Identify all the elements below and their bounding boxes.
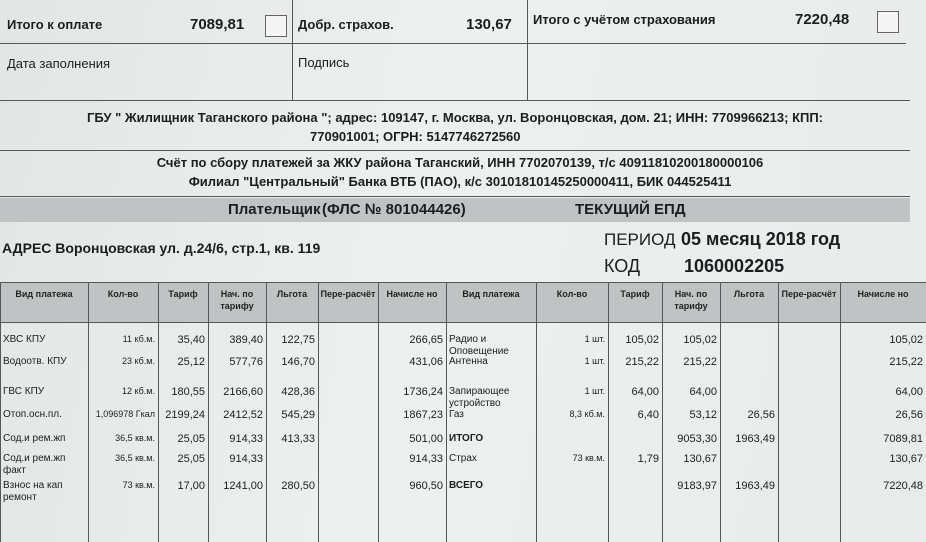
left-row-3-qty: 1,096978 Гкал: [95, 409, 155, 419]
column-divider: [0, 282, 1, 542]
left-header-3: Нач. по тарифу: [220, 289, 254, 311]
right-row-6-total: 7220,48: [883, 480, 923, 492]
column-divider: [778, 282, 779, 542]
payer-address: АДРЕС Воронцовская ул. д.24/6, стр.1, кв. 119: [2, 240, 321, 256]
left-row-6-tariff: 17,00: [177, 480, 205, 492]
left-row-4-tariff: 25,05: [177, 433, 205, 445]
right-row-2-charge: 64,00: [689, 386, 717, 398]
divider: [292, 0, 293, 100]
right-row-2-qty: 1 шт.: [584, 386, 605, 396]
left-row-5-tariff: 25,05: [177, 453, 205, 465]
left-row-6-benefit: 280,50: [281, 480, 315, 492]
left-header-2: Тариф: [168, 289, 198, 299]
left-header-0: Вид платежа: [15, 289, 73, 299]
insurance-value: 130,67: [466, 16, 512, 33]
right-header-5: Пере-расчёт: [781, 289, 837, 299]
left-row-0-name: ХВС КПУ: [3, 334, 46, 345]
right-header-3: Нач. по тарифу: [674, 289, 708, 311]
column-divider: [318, 282, 319, 542]
right-row-1-total: 215,22: [889, 356, 923, 368]
left-header-4: Льгота: [276, 289, 308, 299]
divider: [0, 43, 906, 44]
left-row-6-qty: 73 кв.м.: [122, 480, 155, 490]
recipient-line-1: ГБУ " Жилищник Таганского района "; адрес: 109147, г. Москва, ул. Воронцовская, дом. 21; ИНН: 7709966213; КПП:: [86, 110, 824, 125]
left-row-6-name: Взнос на кап ремонт: [3, 480, 63, 503]
right-row-3-name: Газ: [449, 409, 464, 420]
left-row-4-qty: 36,5 кв.м.: [115, 433, 155, 443]
left-row-2-charge: 2166,60: [223, 386, 263, 398]
left-row-3-benefit: 545,29: [281, 409, 315, 421]
left-row-0-benefit: 122,75: [281, 334, 315, 346]
right-row-5-total: 130,67: [889, 453, 923, 465]
right-row-2-name: Запирающее устройство: [449, 386, 510, 409]
left-row-1-tariff: 25,12: [177, 356, 205, 368]
left-row-1-qty: 23 кб.м.: [122, 356, 155, 366]
period-label: ПЕРИОД: [604, 230, 676, 249]
signature-label: Подпись: [298, 55, 350, 70]
right-row-1-name: Антенна: [449, 356, 488, 367]
left-row-2-total: 1736,24: [403, 386, 443, 398]
left-row-1-name: Водоотв. КПУ: [3, 356, 67, 367]
left-row-5-qty: 36,5 кв.м.: [115, 453, 155, 463]
right-row-1-charge: 215,22: [683, 356, 717, 368]
bank-line-1: Счёт по сбору платежей за ЖКУ района Таганский, ИНН 7702070139, т/с 40911810200180000106: [156, 155, 764, 170]
total-insurance-value: 7220,48: [795, 11, 850, 28]
code-value: 1060002205: [684, 256, 785, 276]
left-row-6-charge: 1241,00: [223, 480, 263, 492]
insurance-label: Добр. страхов.: [298, 17, 394, 32]
divider: [0, 150, 910, 151]
right-row-3-tariff: 6,40: [637, 409, 659, 421]
bank-block: [50, 153, 870, 191]
left-row-0-charge: 389,40: [229, 334, 263, 346]
period-value: 05 месяц 2018 год: [681, 229, 841, 249]
right-row-4-name: ИТОГО: [449, 433, 484, 444]
left-row-4-benefit: 413,33: [281, 433, 315, 445]
left-row-5-charge: 914,33: [229, 453, 263, 465]
left-row-0-tariff: 35,40: [177, 334, 205, 346]
right-row-6-name: ВСЕГО: [449, 480, 484, 491]
right-row-3-qty: 8,3 кб.м.: [569, 409, 605, 419]
divider: [0, 322, 926, 323]
right-row-5-name: Страх: [449, 453, 477, 464]
recipient-block: [0, 108, 910, 146]
right-row-6-charge: 9183,97: [677, 480, 717, 492]
left-row-1-charge: 577,76: [229, 356, 263, 368]
left-row-3-name: Отоп.осн.пл.: [3, 409, 62, 420]
right-row-4-benefit: 1963,49: [735, 433, 775, 445]
right-row-0-name: Радио и Оповещение: [449, 334, 509, 357]
right-row-4-charge: 9053,30: [677, 433, 717, 445]
document-type: ТЕКУЩИЙ ЕПД: [575, 201, 686, 218]
right-row-5-qty: 73 кв.м.: [572, 453, 605, 463]
right-row-5-charge: 130,67: [683, 453, 717, 465]
right-row-2-total: 64,00: [895, 386, 923, 398]
left-row-5-name: Сод.и рем.жп факт: [3, 453, 66, 476]
right-row-3-total: 26,56: [895, 409, 923, 421]
divider: [0, 100, 910, 101]
bank-line-2: Филиал "Центральный" Банка ВТБ (ПАО), к/с 30101810145250000411, БИК 044525411: [188, 174, 732, 189]
left-row-0-total: 266,65: [409, 334, 443, 346]
recipient-line-2: 770901001; ОГРН: 5147746272560: [310, 129, 521, 144]
left-header-5: Пере-расчёт: [320, 289, 376, 299]
column-divider: [446, 282, 447, 542]
right-row-6-benefit: 1963,49: [735, 480, 775, 492]
left-row-0-qty: 11 кб.м.: [122, 334, 155, 344]
right-row-2-tariff: 64,00: [631, 386, 659, 398]
left-row-3-tariff: 2199,24: [165, 409, 205, 421]
right-header-2: Тариф: [620, 289, 650, 299]
right-row-1-qty: 1 шт.: [584, 356, 605, 366]
payer-fls: (ФЛС № 801044426): [322, 201, 466, 218]
right-row-5-tariff: 1,79: [637, 453, 659, 465]
right-row-3-charge: 53,12: [689, 409, 717, 421]
total-checkbox[interactable]: [265, 15, 287, 37]
right-row-0-total: 105,02: [889, 334, 923, 346]
divider: [527, 0, 528, 100]
left-header-6: Начисле но: [386, 289, 438, 299]
left-row-2-benefit: 428,36: [281, 386, 315, 398]
left-row-2-qty: 12 кб.м.: [122, 386, 155, 396]
payer-label: Плательщик: [228, 201, 321, 218]
left-row-2-tariff: 180,55: [171, 386, 205, 398]
total-label: Итого к оплате: [7, 17, 103, 32]
total-insurance-checkbox[interactable]: [877, 11, 899, 33]
right-header-4: Льгота: [733, 289, 765, 299]
left-row-2-name: ГВС КПУ: [3, 386, 45, 397]
right-header-0: Вид платежа: [462, 289, 520, 299]
left-row-4-name: Сод.и рем.жп: [3, 433, 66, 444]
left-row-3-total: 1867,23: [403, 409, 443, 421]
right-header-6: Начисле но: [857, 289, 909, 299]
left-row-4-charge: 914,33: [229, 433, 263, 445]
left-row-6-total: 960,50: [409, 480, 443, 492]
left-row-1-total: 431,06: [409, 356, 443, 368]
right-row-0-charge: 105,02: [683, 334, 717, 346]
left-row-5-total: 914,33: [409, 453, 443, 465]
right-row-0-qty: 1 шт.: [584, 334, 605, 344]
right-header-1: Кол-во: [556, 289, 588, 299]
left-row-1-benefit: 146,70: [281, 356, 315, 368]
right-row-1-tariff: 215,22: [625, 356, 659, 368]
total-insurance-label: Итого с учётом страхования: [533, 12, 716, 27]
divider: [0, 196, 910, 197]
code-label: КОД: [604, 256, 641, 276]
right-row-4-total: 7089,81: [883, 433, 923, 445]
right-row-3-benefit: 26,56: [747, 409, 775, 421]
left-row-4-total: 501,00: [409, 433, 443, 445]
total-value: 7089,81: [190, 16, 245, 33]
date-label: Дата заполнения: [7, 56, 111, 71]
right-row-0-tariff: 105,02: [625, 334, 659, 346]
divider: [0, 282, 926, 283]
left-header-1: Кол-во: [107, 289, 139, 299]
left-row-3-charge: 2412,52: [223, 409, 263, 421]
